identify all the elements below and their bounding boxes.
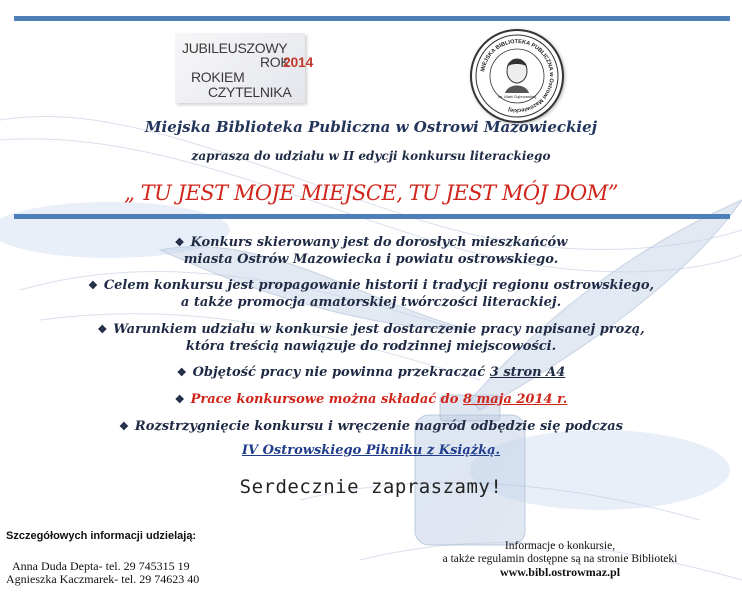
page-title: Miejska Biblioteka Publiczna w Ostrowi Mazowieckiej <box>144 118 598 136</box>
deadline-date: 8 maja 2014 r. <box>462 392 568 407</box>
list-item-continuation: która treścią nawiązuje do rodzinnej miejscowości. <box>185 339 557 354</box>
diamond-bullet-icon: ❖ <box>87 279 98 292</box>
page-limit: 3 stron A4 <box>489 365 566 380</box>
list-item: ❖ Rozstrzygnięcie konkursu i wręczenie nagród odbędzie się podczas <box>119 419 623 434</box>
diamond-bullet-icon: ❖ <box>174 236 185 249</box>
website-info <box>380 540 740 579</box>
contact-person: Anna Duda Depta- tel. 29 745315 19 <box>12 559 190 573</box>
contact-person: Agnieszka Kaczmarek- tel. 29 74623 40 <box>6 572 200 586</box>
library-website-link[interactable]: www.bibl.ostrowmaz.pl <box>499 565 621 579</box>
diamond-bullet-icon: ❖ <box>174 393 185 406</box>
contest-slogan: „ TU JEST MOJE MIEJSCE, TU JEST MÓJ DOM” <box>124 181 618 205</box>
list-item: ❖ Celem konkursu jest propagowanie historii i tradycji regionu ostrowskiego, <box>87 278 655 293</box>
closing-invitation: Serdecznie zapraszamy! <box>239 476 503 498</box>
list-item-continuation: miasta Ostrów Mazowiecka i powiatu ostrowskiego. <box>183 252 559 267</box>
invite-text: zaprasza do udziału w II edycji konkursu literackiego <box>191 149 551 163</box>
contact-heading: Szczegółowych informacji udzielają: <box>6 530 197 542</box>
diamond-bullet-icon: ❖ <box>97 323 108 336</box>
logo-line-2: ROK <box>260 54 290 70</box>
list-item-continuation: a także promocja amatorskiej twórczości literackiej. <box>180 295 562 310</box>
info-line: a także regulamin dostępne są na stronie Biblioteki <box>442 553 678 565</box>
contact-info <box>6 530 199 586</box>
diamond-bullet-icon: ❖ <box>119 420 129 433</box>
logo-line-3: ROKIEM <box>191 69 245 85</box>
seal-ring-text: MIEJSKA BIBLIOTEKA PUBLICZNA w Ostrowi Mazowieckiej <box>480 38 555 114</box>
seal-inner-text: im. Marii Dąbrowskiej <box>497 94 537 99</box>
logo-line-4: CZYTELNIKA <box>208 84 292 100</box>
list-item: ❖ Objętość pracy nie powinna przekraczać 3 stron A4 <box>176 365 566 380</box>
list-item: ❖ Warunkiem udziału w konkursie jest dostarczenie pracy napisanej prozą, <box>97 322 645 337</box>
logo-line-1: JUBILEUSZOWY <box>182 40 288 56</box>
list-item: ❖ Prace konkursowe można składać do 8 maja 2014 r. <box>174 392 568 407</box>
logo-year: 2014 <box>283 54 313 70</box>
diamond-bullet-icon: ❖ <box>176 366 187 379</box>
list-item: ❖ Konkurs skierowany jest do dorosłych mieszkańców <box>174 235 568 250</box>
info-line: Informacje o konkursie, <box>504 540 616 552</box>
event-name: IV Ostrowskiego Pikniku z Książką. <box>241 443 501 458</box>
